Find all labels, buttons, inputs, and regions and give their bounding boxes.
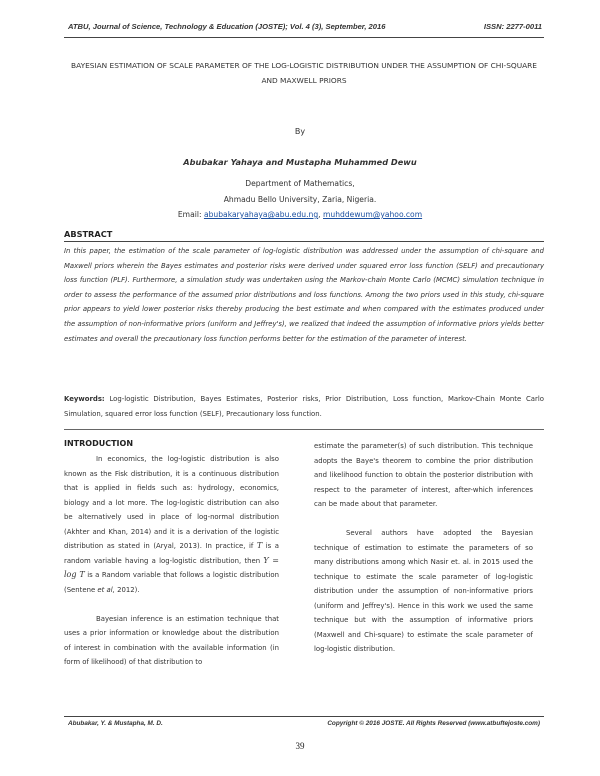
email-label: Email: — [177, 210, 202, 219]
authors: Abubakar Yahaya and Mustapha Muhammed Dewu — [183, 157, 417, 167]
intro-paragraph-4: Several authors have adopted the Bayesian technique of estimation to estimate the parameters of so many distributions among which Nasir et. al. in 2015 used the technique to estimate the scale parameter of log-logistic distribution under the assumption of non-informative priors (uniform and Jeffrey's). Hence in this work we used the same technique but with the assumption of informative priors (Maxwell and Chi-square) to estimate the scale parameter of log-logistic distribution. — [314, 529, 533, 653]
university: Ahmadu Bello University, Zaria, Nigeria. — [223, 194, 377, 204]
section-rule — [64, 429, 544, 430]
keywords-label: Keywords: — [64, 395, 105, 403]
intro-text: is a Random variable that follows a logistic distribution (Sentene — [64, 571, 279, 594]
introduction-heading: INTRODUCTION — [64, 439, 134, 448]
keywords-text: Log-logistic Distribution, Bayes Estimates, Posterior risks, Prior Distribution, Loss function, Markov-Chain Monte Carlo Simulation, squared error loss function (SELF), Precautionary loss function. — [64, 395, 544, 418]
intro-paragraph-1 — [64, 452, 279, 597]
email-link-1[interactable]: abubakaryahaya@abu.edu.ng — [203, 210, 319, 219]
intro-text: 2012). — [117, 585, 140, 594]
email-link-2[interactable]: muhddewum@yahoo.com — [323, 210, 423, 219]
intro-text: is a random variable having a log-logistic distribution, then — [64, 542, 280, 565]
email-line — [0, 207, 600, 223]
right-column — [314, 439, 533, 657]
intro-text: In economics, the log-logistic distribution is also known as the Fisk distribution, it is a continuous distribution that is applied in fields such as: hydrology, economics, biology and a lot more. The log-logistic distribution can also be alternatively used in place of log-normal distribution (Akhter and Khan, 2014) and it is a derivation of the logistic distribution as stated in (Aryal, 2013). In practice, if — [64, 455, 279, 550]
et-al: et al, — [97, 585, 115, 594]
department: Department of Mathematics, — [245, 179, 355, 188]
paper-title: BAYESIAN ESTIMATION OF SCALE PARAMETER OF THE LOG-LOGISTIC DISTRIBUTION UNDER THE ASSUMPTION OF CHI-SQUARE AND MAXWELL PRIORS — [71, 61, 537, 85]
page-number: 39 — [295, 741, 305, 751]
issn: ISSN: 2277-0011 — [483, 22, 542, 31]
equation-y: Y = log T — [64, 555, 279, 579]
affiliation — [0, 176, 600, 223]
abstract-rule — [64, 241, 544, 242]
keywords — [64, 392, 544, 421]
variable-t: T — [256, 541, 263, 550]
footer-copyright: Copyright © 2016 JOSTE. All Rights Reserved (www.atbuftejoste.com) — [327, 720, 540, 727]
abstract-text: In this paper, the estimation of the scale parameter of log-logistic distribution was addressed under the assumption of chi-square and Maxwell priors wherein the Bayes estimates and posterior risks were derived under squared error loss function (SELF) and precautionary loss function (PLF). Furthermore, a simulation study was undertaken using the Markov-chain Monte Carlo (MCMC) simulation technique in order to assess the performance of the assumed prior distributions and loss functions. Among the two priors used in this study, chi-square prior appears to yield lower posterior risks thereby producing the best estimate and when compared with the estimates produced under the assumption of non-informative priors (uniform and Jeffrey's), we realized that indeed the assumption of informative priors yields better estimates and overall the precautionary loss function performs better for the estimation of the parameter of interest. — [64, 247, 544, 343]
abstract-heading: ABSTRACT — [64, 229, 113, 239]
footer-rule — [64, 716, 544, 717]
intro-paragraph-2: Bayesian inference is an estimation technique that uses a prior information or knowledge about the distribution of interest in combination with the available information (in form of likelihood) of that distribution to — [64, 614, 279, 666]
intro-paragraph-3: estimate the parameter(s) of such distribution. This technique adopts the Baye's theorem to combine the prior distribution and likelihood function to obtain the posterior distribution with respect to the parameter of interest, after-which inferences can be made about that parameter. — [314, 442, 533, 508]
header-rule — [64, 37, 544, 38]
running-footer — [68, 720, 540, 732]
running-header — [68, 22, 542, 36]
left-column — [64, 452, 279, 670]
by-line: By — [294, 127, 306, 136]
email-separator: , — [318, 210, 321, 219]
footer-authors: Abubakar, Y. & Mustapha, M. D. — [68, 720, 163, 727]
journal-citation: ATBU, Journal of Science, Technology & Education (JOSTE); Vol. 4 (3), September, 2016 — [68, 22, 386, 31]
